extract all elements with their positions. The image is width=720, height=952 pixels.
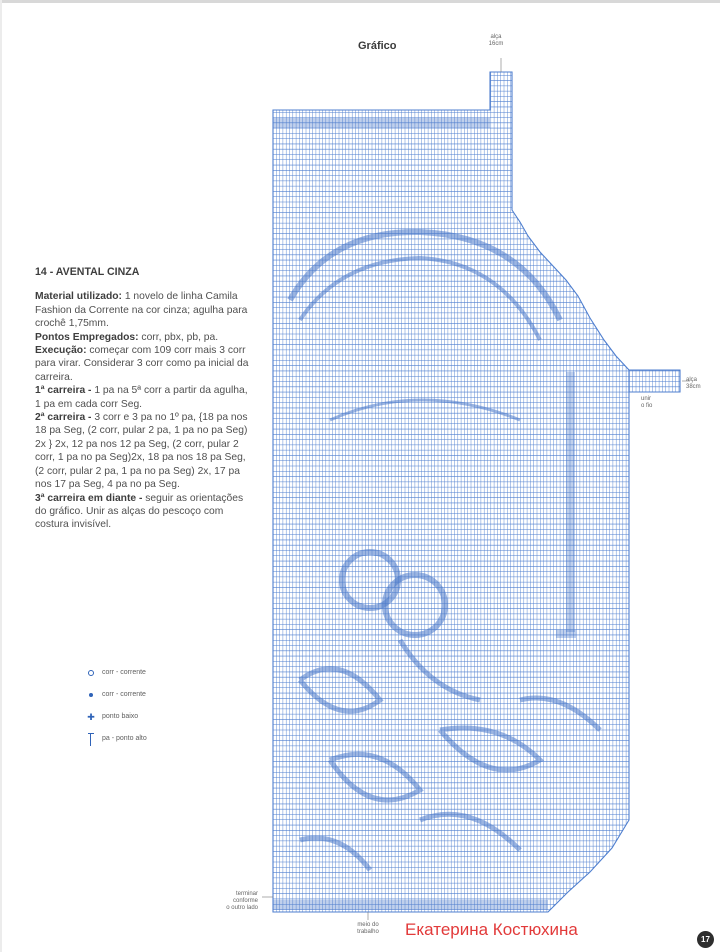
material-paragraph	[35, 290, 251, 330]
motif-block	[273, 900, 548, 910]
legend-item	[86, 690, 236, 712]
motif-stroke	[300, 669, 380, 712]
legend-item	[86, 712, 236, 734]
author-credit: Екатерина Костюхина	[405, 920, 578, 939]
motif-stroke	[400, 640, 480, 700]
chart-title: Gráfico	[358, 40, 397, 52]
legend-item	[86, 668, 236, 690]
strap-side-label: alça 38cm	[686, 377, 701, 390]
pa-icon	[86, 734, 96, 744]
finish-label: terminar conforme o outro lado	[226, 891, 258, 911]
cross-icon: ✚	[87, 711, 95, 722]
chart-motif	[273, 118, 600, 910]
row1-paragraph	[35, 384, 251, 411]
stitches-label: Pontos Empregados:	[35, 331, 139, 343]
motif-block	[273, 118, 490, 128]
page-number: 17	[697, 931, 714, 948]
motif-stroke	[342, 552, 398, 608]
strap-top-label: alça 16cm	[488, 34, 504, 47]
center-label: meio do trabalho	[357, 922, 379, 935]
motif-stroke	[440, 728, 540, 770]
row3-label: 3ª carreira em diante -	[35, 492, 143, 504]
stitches-text: corr, pbx, pb, pa.	[138, 331, 219, 343]
stitch-legend	[86, 668, 236, 756]
ring-icon	[86, 668, 96, 678]
row1-text: 1 pa na 5ª corr a partir da agulha, 1 pa em cada corr Seg.	[35, 385, 248, 410]
row2-text: 3 corr e 3 pa no 1º pa, {18 pa nos 18 pa Seg, (2 corr, pular 2 pa, 1 pa no pa Seg) 2x } 2x, 12 pa nos 12 pa Seg, (2 corr, pular 2 corr, 1 pa no pa Seg)2x, 18 pa nos 18 pa Seg, (2 corr, pular 2 pa, 1 pa no pa Seg) 2x, 17 pa nos 17 pa Seg, 4 pa no pa Seg.	[35, 412, 248, 491]
execution-label: Execução:	[35, 345, 87, 357]
motif-block	[566, 372, 575, 632]
row1-label: 1ª carreira -	[35, 385, 92, 397]
material-text: 1 novelo de linha Camila Fashion da Corrente na cor cinza; agulha para crochê 1,75mm.	[35, 291, 248, 330]
row3-paragraph	[35, 492, 251, 532]
chart-grid	[273, 70, 682, 912]
row2-paragraph	[35, 411, 251, 491]
stitches-paragraph	[35, 331, 251, 344]
legend-label: pa - ponto alto	[102, 735, 147, 742]
dot-icon	[86, 690, 96, 700]
pattern-instructions	[35, 266, 251, 532]
execution-text: começar com 109 corr mais 3 corr para virar. Considerar 3 corr como pa inicial da carreira.	[35, 345, 249, 383]
chart-outline	[262, 58, 690, 920]
material-label: Material utilizado:	[35, 291, 122, 303]
motif-stroke	[300, 838, 370, 870]
legend-label: ponto baixo	[102, 713, 139, 720]
legend-label: corr - corrente	[102, 691, 146, 698]
join-label: unir o fio	[641, 396, 653, 409]
legend-label: corr - corrente	[102, 669, 146, 676]
row3-text: seguir as orientações do gráfico. Unir as alças do pescoço com costura invisível.	[35, 492, 244, 531]
execution-paragraph	[35, 344, 251, 384]
motif-block	[556, 630, 576, 638]
pattern-heading: 14 - AVENTAL CINZA	[35, 266, 140, 278]
row2-label: 2ª carreira -	[35, 412, 92, 424]
legend-item	[86, 734, 236, 756]
